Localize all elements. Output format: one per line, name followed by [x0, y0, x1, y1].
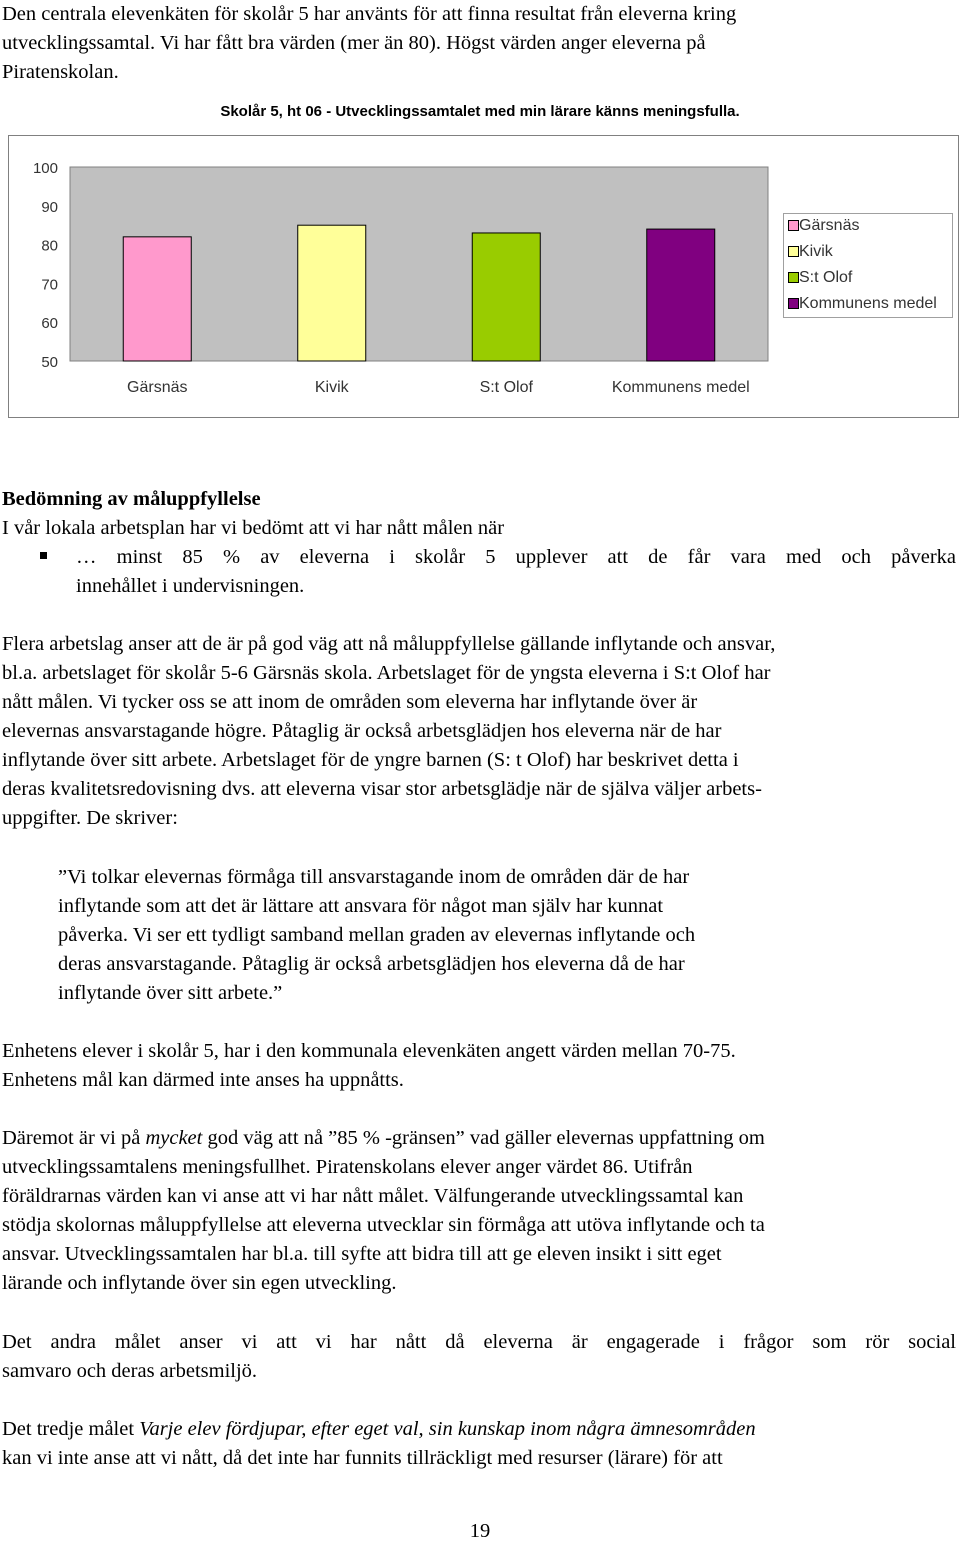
- x-tick-label: Kommunens medel: [611, 379, 750, 396]
- legend-swatch: [788, 246, 799, 257]
- bar-2: [298, 225, 366, 361]
- y-tick-label: 60: [41, 315, 58, 333]
- bar-4: [647, 229, 715, 361]
- page-number: 19: [469, 1520, 491, 1542]
- section-lead: I vår lokala arbetsplan har vi bedömt att vi har nått målen när: [2, 517, 505, 539]
- section-heading: Bedömning av måluppfyllelse: [2, 488, 261, 510]
- paragraph-3-line-1: Enhetens elever i skolår 5, har i den kommunala elevenkäten angett värden mellan 70-75.: [2, 1040, 736, 1062]
- y-tick-label: 100: [32, 160, 58, 177]
- paragraph-2-line-2: bl.a. arbetslaget för skolår 5-6 Gärsnäs skola. Arbetslaget för de yngsta eleverna i S:t Olof har: [2, 662, 771, 684]
- legend-label: Kivik: [799, 243, 833, 260]
- legend-label: Gärsnäs: [799, 217, 860, 234]
- paragraph-2-line-3: nått målen. Vi tycker oss se att inom de områden som eleverna har inflytande över är: [2, 691, 698, 713]
- bar-1: [123, 237, 191, 361]
- square-bullet-icon: [40, 552, 47, 559]
- legend-swatch: [788, 272, 799, 283]
- intro-line-3: Piratenskolan.: [2, 61, 119, 83]
- legend-swatch: [788, 220, 799, 231]
- paragraph-2-line-1: Flera arbetslag anser att de är på god väg att nå måluppfyllelse gällande inflytande och ansvar,: [2, 633, 776, 655]
- paragraph-4-line-2: föräldrarnas värden kan vi anse att vi har nått målet. Välfungerande utvecklingssamtal kan: [2, 1185, 744, 1207]
- y-tick-label: 90: [41, 198, 58, 216]
- x-tick-label: Kivik: [314, 379, 349, 396]
- quote-line-4: deras ansvarstagande. Påtaglig är också arbetsglädjen hos eleverna då de har: [58, 953, 685, 975]
- quote-line-5: inflytande över sitt arbete.”: [58, 982, 283, 1004]
- bullet-line-1: … minst 85 % av eleverna i skolår 5 upplever att de får vara med och påverka: [76, 546, 956, 568]
- paragraph-4-line-1: utvecklingssamtalens meningsfullhet. Piratenskolans elever anger värdet 86. Utifrån: [2, 1156, 693, 1178]
- y-tick-label: 80: [41, 237, 58, 255]
- paragraph-2-line-5: inflytande över sitt arbete. Arbetslaget för de yngre barnen (S: t Olof) har beskrivet detta i: [2, 749, 739, 771]
- intro-line-1: Den centrala elevenkäten för skolår 5 har använts för att finna resultat från eleverna kring: [2, 3, 737, 25]
- intro-line-2: utvecklingssamtal. Vi har fått bra värden (mer än 80). Högst värden anger eleverna på: [2, 32, 706, 54]
- chart-title: Skolår 5, ht 06 - Utvecklingssamtalet med min lärare känns meningsfulla.: [220, 103, 740, 120]
- legend-item: [784, 243, 952, 263]
- y-tick-label: 50: [41, 354, 58, 371]
- paragraph-6-line-1: Det tredje målet Varje elev fördjupar, efter eget val, sin kunskap inom några ämnesområden: [2, 1418, 756, 1440]
- legend-item: [784, 295, 952, 315]
- legend-label: S:t Olof: [799, 269, 853, 286]
- chart-legend: [783, 213, 953, 318]
- quote-line-3: påverka. Vi ser ett tydligt samband mellan graden av elevernas inflytande och: [58, 924, 696, 946]
- paragraph-4-line-3: stödja skolornas måluppfyllelse att eleverna utvecklar sin förmåga att utöva inflytande och ta: [2, 1214, 765, 1236]
- paragraph-5-line-2: samvaro och deras arbetsmiljö.: [2, 1360, 258, 1382]
- legend-item: [784, 269, 952, 289]
- paragraph-4-line-5: lärande och inflytande över sin egen utveckling.: [2, 1272, 397, 1294]
- x-tick-label: S:t Olof: [479, 379, 533, 396]
- quote-line-2: inflytande som att det är lättare att ansvara för något man själv har kunnat: [58, 895, 664, 917]
- paragraph-5-line-1: Det andra målet anser vi att vi har nått då eleverna är engagerade i frågor som rör social: [2, 1331, 956, 1353]
- bullet-line-2: innehållet i undervisningen.: [76, 575, 305, 597]
- quote-line-1: ”Vi tolkar elevernas förmåga till ansvarstagande inom de områden där de har: [58, 866, 690, 888]
- paragraph-2-line-6: deras kvalitetsredovisning dvs. att eleverna visar stor arbetsglädje när de själva väljer arbets-: [2, 778, 762, 800]
- paragraph-2-line-4: elevernas ansvarstagande högre. Påtaglig är också arbetsglädjen hos eleverna när de har: [2, 720, 722, 742]
- y-tick-label: 70: [41, 276, 58, 294]
- legend-label: Kommunens medel: [799, 295, 937, 312]
- bar-3: [472, 233, 540, 361]
- paragraph-3-line-2: Enhetens mål kan därmed inte anses ha uppnåtts.: [2, 1069, 404, 1091]
- paragraph-6-line-2: kan vi inte anse att vi nått, då det inte har funnits tillräckligt med resurser (lärare) för att: [2, 1447, 723, 1469]
- paragraph-4-line-1: Däremot är vi på mycket god väg att nå ”85 % -gränsen” vad gäller elevernas uppfattning om: [2, 1127, 765, 1149]
- paragraph-2-line-7: uppgifter. De skriver:: [2, 807, 178, 829]
- legend-swatch: [788, 298, 799, 309]
- bar-chart: [0, 0, 960, 420]
- x-tick-label: Gärsnäs: [127, 379, 188, 396]
- legend-item: [784, 217, 952, 237]
- paragraph-4-line-4: ansvar. Utvecklingssamtalen har bl.a. till syfte att bidra till att ge eleven insikt i sitt eget: [2, 1243, 722, 1265]
